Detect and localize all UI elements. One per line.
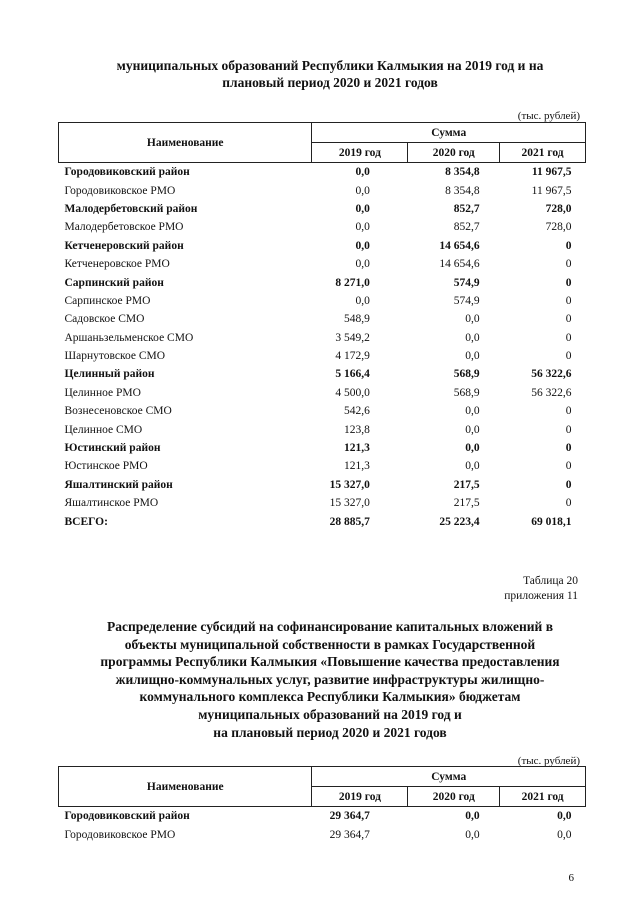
value-2020: 0,0: [465, 331, 480, 344]
section2-title-line: программы Республики Калмыкия «Повышение качества предоставления: [100, 654, 560, 670]
value-2021: 0: [565, 276, 572, 289]
row-name: Кетченеровское РМО: [64, 258, 170, 271]
value-2021: 0,0: [557, 810, 572, 823]
row-name: Вознесеновское СМО: [64, 405, 172, 418]
column-header-2020: 2020 год: [408, 787, 500, 807]
page-number: 6: [568, 872, 574, 884]
section2-title: [60, 618, 600, 741]
section2-title-line: жилищно-коммунальных услуг, развитие инфраструктуры жилищно-: [115, 671, 545, 687]
value-2021: 0: [565, 239, 572, 252]
table-row: [59, 292, 586, 310]
table-row: [59, 494, 586, 512]
row-name: Юстинский район: [64, 442, 161, 455]
value-2020: 852,7: [453, 221, 480, 234]
column-header-2019: 2019 год: [312, 143, 408, 163]
value-2019: 0,0: [355, 258, 370, 271]
value-2019: 0,0: [355, 221, 370, 234]
value-2019: 4 172,9: [335, 350, 370, 363]
value-2020: 568,9: [453, 386, 480, 399]
value-2021: 0,0: [557, 828, 572, 841]
column-header-2021: 2021 год: [500, 143, 586, 163]
value-2020: 14 654,6: [439, 258, 480, 271]
value-2021: 0: [565, 313, 572, 326]
table-row: [59, 273, 586, 291]
value-2021: 728,0: [545, 221, 572, 234]
table-label-line: приложения 11: [504, 590, 578, 602]
row-name: Шарнутовское СМО: [64, 350, 166, 363]
section1-title-line: плановый период 2020 и 2021 годов: [222, 75, 438, 90]
value-2020: 0,0: [465, 313, 480, 326]
column-header-name: Наименование: [59, 767, 312, 807]
value-2021: 0: [565, 497, 572, 510]
value-2020: 8 354,8: [445, 166, 480, 179]
value-2021: 0: [565, 350, 572, 363]
value-2021: 0: [565, 478, 572, 491]
value-2021: 0: [565, 331, 572, 344]
column-header-2019: 2019 год: [312, 787, 408, 807]
table-row: [59, 163, 586, 182]
section2-title-line: объекты муниципальной собственности в рамках Государственной: [124, 636, 536, 652]
row-name: Городовиковский район: [64, 166, 190, 179]
section1-title: [60, 57, 600, 91]
column-header-2020: 2020 год: [408, 143, 500, 163]
table-row: [59, 807, 586, 826]
value-2020: 14 654,6: [439, 239, 480, 252]
section1-table: [58, 122, 586, 531]
value-2021: 0: [565, 460, 572, 473]
table-row: [59, 402, 586, 420]
row-name: Кетченеровский район: [64, 239, 184, 252]
value-2021: 728,0: [545, 202, 572, 215]
value-2021: 56 322,6: [531, 368, 572, 381]
value-2021: 69 018,1: [531, 515, 572, 528]
row-name: Целинное СМО: [64, 423, 143, 436]
table-row: [59, 218, 586, 236]
table-row: [59, 365, 586, 383]
value-2020: 0,0: [465, 423, 480, 436]
column-header-2021: 2021 год: [500, 787, 586, 807]
value-2020: 568,9: [453, 368, 480, 381]
value-2021: 0: [565, 442, 572, 455]
value-2019: 548,9: [343, 313, 370, 326]
value-2019: 29 364,7: [329, 828, 370, 841]
table-row: [59, 310, 586, 328]
table-row: [59, 181, 586, 199]
value-2021: 11 967,5: [531, 166, 572, 179]
column-header-name: Наименование: [59, 123, 312, 163]
row-name: Юстинское РМО: [64, 460, 148, 473]
value-2019: 3 549,2: [335, 331, 370, 344]
table-row: [59, 329, 586, 347]
value-2020: 0,0: [465, 350, 480, 363]
value-2019: 0,0: [355, 202, 370, 215]
table-row: [59, 347, 586, 365]
row-name: Яшалтинский район: [64, 478, 173, 491]
table-label: [504, 574, 578, 604]
row-name: Малодербетовский район: [64, 202, 198, 215]
value-2019: 121,3: [343, 460, 370, 473]
row-name: Садовское СМО: [64, 313, 145, 326]
table-row: [59, 255, 586, 273]
section2-title-line: коммунального комплекса Республики Калмыкия» бюджетам: [139, 689, 521, 705]
section2-title-line: на плановый период 2020 и 2021 годов: [213, 724, 447, 740]
value-2019: 15 327,0: [329, 478, 370, 491]
section2-title-line: муниципальных образований на 2019 год и: [198, 706, 462, 722]
value-2020: 0,0: [465, 828, 480, 841]
row-name: Городовиковский район: [64, 810, 190, 823]
column-header-sum: Сумма: [312, 767, 586, 787]
value-2021: 0: [565, 423, 572, 436]
value-2019: 8 271,0: [335, 276, 370, 289]
table-row: [59, 512, 586, 530]
column-header-sum: Сумма: [312, 123, 586, 143]
value-2019: 121,3: [343, 442, 370, 455]
section1-title-line: муниципальных образований Республики Калмыкия на 2019 год и на: [116, 58, 544, 73]
value-2021: 0: [565, 258, 572, 271]
value-2019: 0,0: [355, 294, 370, 307]
row-name: Целинный район: [64, 368, 155, 381]
table-row: [59, 439, 586, 457]
value-2020: 0,0: [465, 405, 480, 418]
value-2021: 0: [565, 405, 572, 418]
value-2019: 5 166,4: [335, 368, 370, 381]
value-2020: 574,9: [453, 276, 480, 289]
value-2019: 29 364,7: [329, 810, 370, 823]
section1-units: (тыс. рублей): [517, 110, 580, 122]
row-name: Целинное РМО: [64, 386, 141, 399]
section2-title-line: Распределение субсидий на софинансирование капитальных вложений в: [106, 619, 554, 634]
table-row: [59, 476, 586, 494]
value-2020: 8 354,8: [445, 184, 480, 197]
value-2019: 28 885,7: [329, 515, 370, 528]
row-name: Аршаньзельменское СМО: [64, 331, 194, 344]
value-2019: 0,0: [355, 184, 370, 197]
value-2021: 56 322,6: [531, 386, 572, 399]
table-row: [59, 384, 586, 402]
table-label-line: Таблица 20: [523, 575, 578, 587]
value-2019: 4 500,0: [335, 386, 370, 399]
value-2019: 123,8: [343, 423, 370, 436]
value-2019: 15 327,0: [329, 497, 370, 510]
table-row: [59, 457, 586, 475]
row-name: Сарпинское РМО: [64, 294, 151, 307]
table-row: [59, 420, 586, 438]
row-name: ВСЕГО:: [64, 515, 108, 528]
table-row: [59, 825, 586, 843]
value-2019: 0,0: [355, 166, 370, 179]
row-name: Яшалтинское РМО: [64, 497, 159, 510]
table-row: [59, 237, 586, 255]
row-name: Городовиковское РМО: [64, 184, 176, 197]
value-2020: 0,0: [465, 810, 480, 823]
section2-units: (тыс. рублей): [517, 755, 580, 767]
value-2019: 0,0: [355, 239, 370, 252]
row-name: Городовиковское РМО: [64, 828, 176, 841]
value-2020: 0,0: [465, 442, 480, 455]
value-2020: 217,5: [453, 478, 480, 491]
value-2021: 11 967,5: [531, 184, 572, 197]
value-2020: 574,9: [453, 294, 480, 307]
row-name: Сарпинский район: [64, 276, 164, 289]
row-name: Малодербетовское РМО: [64, 221, 184, 234]
table-row: [59, 200, 586, 218]
value-2020: 0,0: [465, 460, 480, 473]
value-2019: 542,6: [343, 405, 370, 418]
value-2020: 852,7: [453, 202, 480, 215]
value-2020: 25 223,4: [439, 515, 480, 528]
value-2021: 0: [565, 294, 572, 307]
section2-table: [58, 766, 586, 844]
value-2020: 217,5: [453, 497, 480, 510]
